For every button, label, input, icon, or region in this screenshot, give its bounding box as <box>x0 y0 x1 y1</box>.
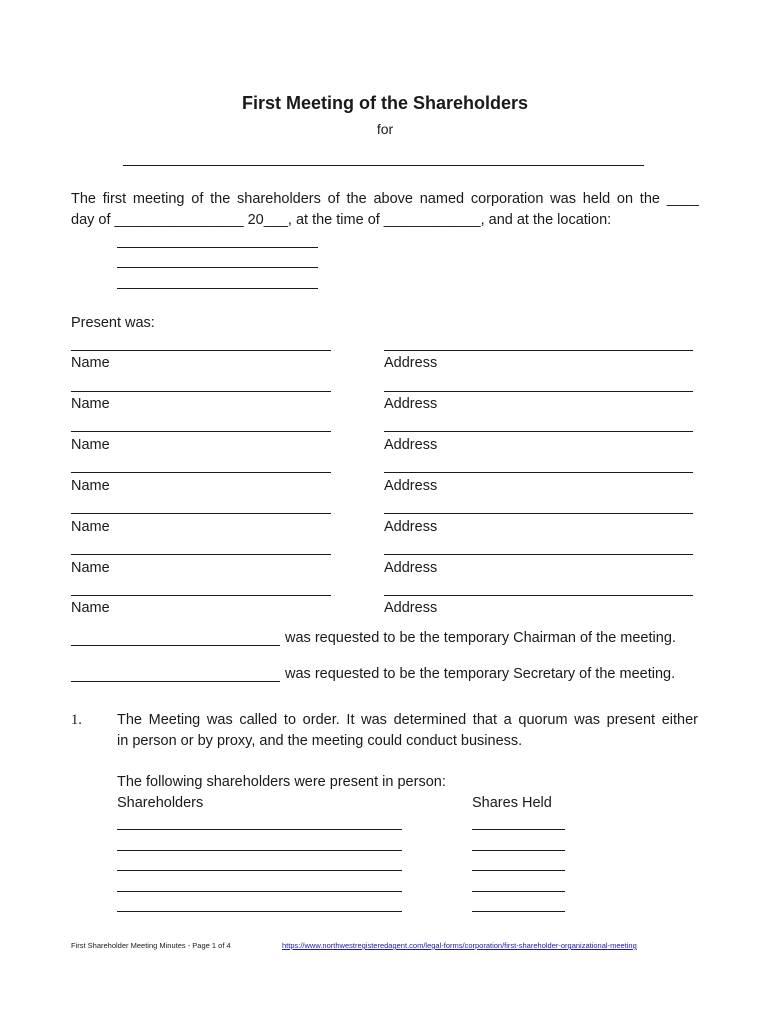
item-number: 1. <box>71 712 82 728</box>
address-label: Address <box>384 396 438 412</box>
shareholder-line <box>117 870 402 871</box>
shares-held-line <box>472 829 565 830</box>
name-line <box>71 595 331 596</box>
address-label: Address <box>384 478 438 494</box>
address-label: Address <box>384 600 438 616</box>
address-label: Address <box>384 355 438 371</box>
name-label: Name <box>71 396 110 412</box>
address-line <box>384 554 693 555</box>
item-1-line-1: The Meeting was called to order. It was determined that a quorum was present either <box>117 712 698 728</box>
address-line <box>384 472 693 473</box>
location-line-1 <box>117 247 318 248</box>
corporation-name-line <box>123 165 644 166</box>
footer-page-info: First Shareholder Meeting Minutes - Page 1 of 4 <box>71 941 231 950</box>
name-line <box>71 431 331 432</box>
shareholder-line <box>117 891 402 892</box>
secretary-name-line <box>71 681 280 682</box>
page-title: First Meeting of the Shareholders <box>241 93 529 113</box>
name-label: Name <box>71 355 110 371</box>
name-line <box>71 472 331 473</box>
name-label: Name <box>71 600 110 616</box>
item-1-line-2: in person or by proxy, and the meeting could conduct business. <box>117 733 523 749</box>
name-label: Name <box>71 478 110 494</box>
address-line <box>384 431 693 432</box>
shareholder-line <box>117 829 402 830</box>
shareholder-line <box>117 850 402 851</box>
chairman-text: was requested to be the temporary Chairman of the meeting. <box>285 630 676 646</box>
shares-held-line <box>472 850 565 851</box>
for-label: for <box>376 121 394 137</box>
address-line <box>384 350 693 351</box>
chairman-name-line <box>71 645 280 646</box>
shares-held-line <box>472 870 565 871</box>
shareholders-column-header: Shareholders <box>117 795 204 811</box>
name-label: Name <box>71 437 110 453</box>
shareholder-line <box>117 911 402 912</box>
name-line <box>71 391 331 392</box>
location-line-2 <box>117 267 318 268</box>
address-label: Address <box>384 560 438 576</box>
shares-held-line <box>472 911 565 912</box>
present-label: Present was: <box>71 315 155 331</box>
address-line <box>384 513 693 514</box>
name-line <box>71 350 331 351</box>
intro-line-2: day of ________________ 20___, at the time of ____________, and at the location: <box>71 212 612 228</box>
location-line-3 <box>117 288 318 289</box>
shares-held-column-header: Shares Held <box>472 795 552 811</box>
name-line <box>71 513 331 514</box>
name-label: Name <box>71 560 110 576</box>
name-line <box>71 554 331 555</box>
shares-held-line <box>472 891 565 892</box>
address-label: Address <box>384 519 438 535</box>
address-label: Address <box>384 437 438 453</box>
name-label: Name <box>71 519 110 535</box>
address-line <box>384 391 693 392</box>
intro-line-1: The first meeting of the shareholders of the above named corporation was held on the ____ <box>71 191 699 207</box>
address-line <box>384 595 693 596</box>
footer-url-link[interactable]: https://www.northwestregisteredagent.com/legal-forms/corporation/first-shareholder-organizational-meeting <box>282 941 637 950</box>
secretary-text: was requested to be the temporary Secretary of the meeting. <box>285 666 676 682</box>
present-in-person-label: The following shareholders were present in person: <box>117 774 446 790</box>
